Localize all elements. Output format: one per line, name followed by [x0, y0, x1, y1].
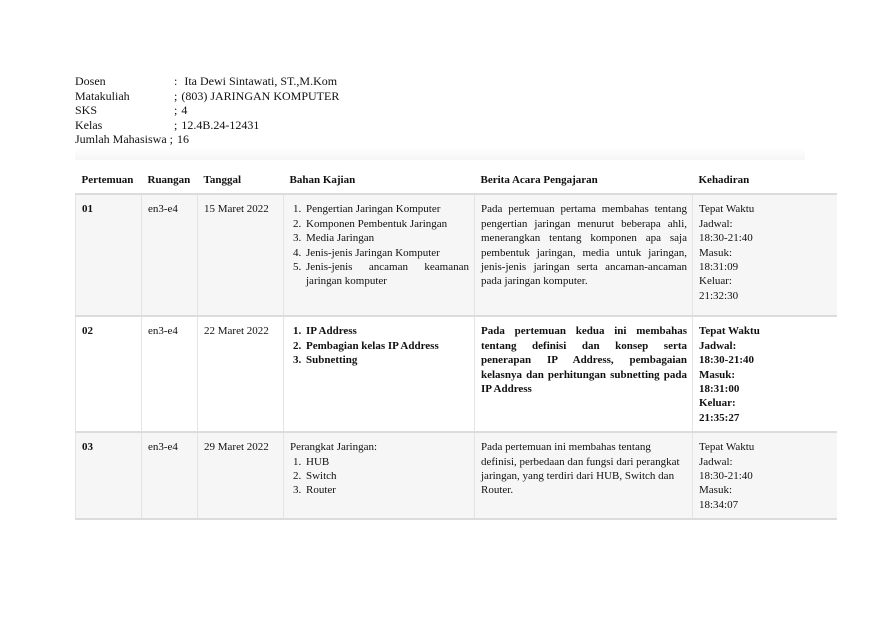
matkul-label: Matakuliah	[75, 88, 130, 103]
jadwal-value: 18:30-21:40	[699, 232, 753, 245]
jadwal-value: 18:30-21:40	[699, 470, 753, 483]
cell-tanggal: 22 Maret 2022	[198, 316, 284, 432]
list-item: 1. HUB	[304, 455, 469, 469]
list-item: 1. Pengertian Jaringan Komputer	[304, 202, 469, 216]
masuk-value: 18:31:09	[699, 261, 739, 274]
masuk-value: 18:31:00	[699, 383, 740, 396]
jadwal-value: 18:30-21:40	[699, 354, 754, 367]
jadwal-label: Jadwal:	[699, 455, 733, 468]
list-item: 3. Router	[304, 483, 469, 497]
cell-berita-acara: Pada pertemuan ini membahas tentang definisi, perbedaan dan fungsi dari perangkat jaringan, yang terdiri dari HUB, Switch dan Router.	[475, 432, 693, 519]
cell-bahan-kajian	[284, 432, 475, 519]
header-berita-acara: Berita Acara Pengajaran	[475, 166, 693, 194]
masuk-label: Masuk:	[699, 484, 732, 497]
list-item: 5. Jenis-jenis ancaman keamanan jaringan komputer	[304, 260, 469, 289]
dosen-label: Dosen	[75, 74, 106, 88]
list-item: 3. Media Jaringan	[304, 231, 469, 245]
cell-bahan-kajian	[284, 316, 475, 432]
cell-kehadiran	[693, 432, 837, 519]
table-row	[76, 194, 837, 316]
bahan-intro: Perangkat Jaringan:	[290, 441, 378, 454]
cell-pertemuan: 02	[76, 316, 142, 432]
keluar-label: Keluar:	[699, 397, 736, 410]
info-matakuliah: Matakuliah ; (803) JARINGAN KOMPUTER	[75, 88, 340, 103]
header-pertemuan: Pertemuan	[76, 166, 142, 194]
course-info	[75, 74, 339, 147]
header-bahan-kajian: Bahan Kajian	[284, 166, 475, 194]
table-header	[76, 166, 837, 194]
divider-shade	[75, 148, 805, 160]
cell-bahan-kajian	[284, 194, 475, 316]
kelas-label: Kelas	[75, 117, 103, 132]
jadwal-label: Jadwal:	[699, 339, 737, 352]
cell-kehadiran	[693, 316, 837, 432]
cell-ruangan: en3-e4	[142, 316, 198, 432]
keluar-value: 21:35:27	[699, 411, 740, 424]
bahan-list	[290, 202, 469, 288]
dosen-value: Ita Dewi Sintawati, ST.,M.Kom	[184, 74, 338, 88]
cell-tanggal: 29 Maret 2022	[198, 432, 284, 519]
header-kehadiran: Kehadiran	[693, 166, 837, 194]
sks-label: SKS	[75, 103, 98, 118]
cell-ruangan: en3-e4	[142, 432, 198, 519]
masuk-label: Masuk:	[699, 368, 736, 381]
header-ruangan: Ruangan	[142, 166, 198, 194]
status-text: Tepat Waktu	[699, 203, 755, 216]
info-dosen: Dosen : Ita Dewi Sintawati, ST.,M.Kom	[75, 74, 338, 88]
jumlah-value: 16	[177, 132, 189, 147]
cell-ruangan: en3-e4	[142, 194, 198, 316]
table-row	[76, 316, 837, 432]
list-item: 2. Pembagian kelas IP Address	[304, 339, 469, 353]
cell-pertemuan: 01	[76, 194, 142, 316]
list-item: 3. Subnetting	[304, 353, 469, 367]
list-item: 2. Komponen Pembentuk Jaringan	[304, 217, 469, 231]
masuk-label: Masuk:	[699, 246, 732, 259]
matkul-value: (803) JARINGAN KOMPUTER	[181, 88, 340, 103]
sks-value: 4	[181, 103, 188, 118]
jadwal-label: Jadwal:	[699, 217, 733, 230]
cell-tanggal: 15 Maret 2022	[198, 194, 284, 316]
status-text: Tepat Waktu	[699, 441, 755, 454]
table-row	[76, 432, 837, 519]
masuk-value: 18:34:07	[699, 498, 739, 511]
info-kelas: Kelas ; 12.4B.24-12431	[75, 117, 260, 132]
list-item: 2. Switch	[304, 469, 469, 483]
status-text: Tepat Waktu	[699, 325, 760, 338]
bahan-list	[290, 324, 469, 367]
jumlah-label: Jumlah Mahasiswa	[75, 132, 167, 147]
info-sks: SKS ; 4	[75, 103, 188, 118]
bahan-list	[290, 455, 469, 498]
header-tanggal: Tanggal	[198, 166, 284, 194]
info-jumlah: Jumlah Mahasiswa ; 16	[75, 132, 189, 147]
cell-berita-acara: Pada pertemuan pertama membahas tentang pengertian jaringan menurut beberapa ahli, menerangkan tentang komponen apa saja pembentuk jaringan, media untuk jaringan, jenis-jenis jaringan serta ancaman-ancaman pada jaringan komputer.	[475, 194, 693, 316]
list-item: 4. Jenis-jenis Jaringan Komputer	[304, 246, 469, 260]
keluar-value: 21:32:30	[699, 289, 739, 302]
kelas-value: 12.4B.24-12431	[181, 117, 260, 132]
cell-pertemuan: 03	[76, 432, 142, 519]
keluar-label: Keluar:	[699, 275, 732, 288]
cell-kehadiran	[693, 194, 837, 316]
list-item: 1. IP Address	[304, 324, 469, 338]
attendance-table	[75, 166, 837, 520]
cell-berita-acara: Pada pertemuan kedua ini membahas tentang definisi dan konsep serta penerapan IP Address, pembagaian kelasnya dan perhitungan subnetting pada IP Address	[475, 316, 693, 432]
